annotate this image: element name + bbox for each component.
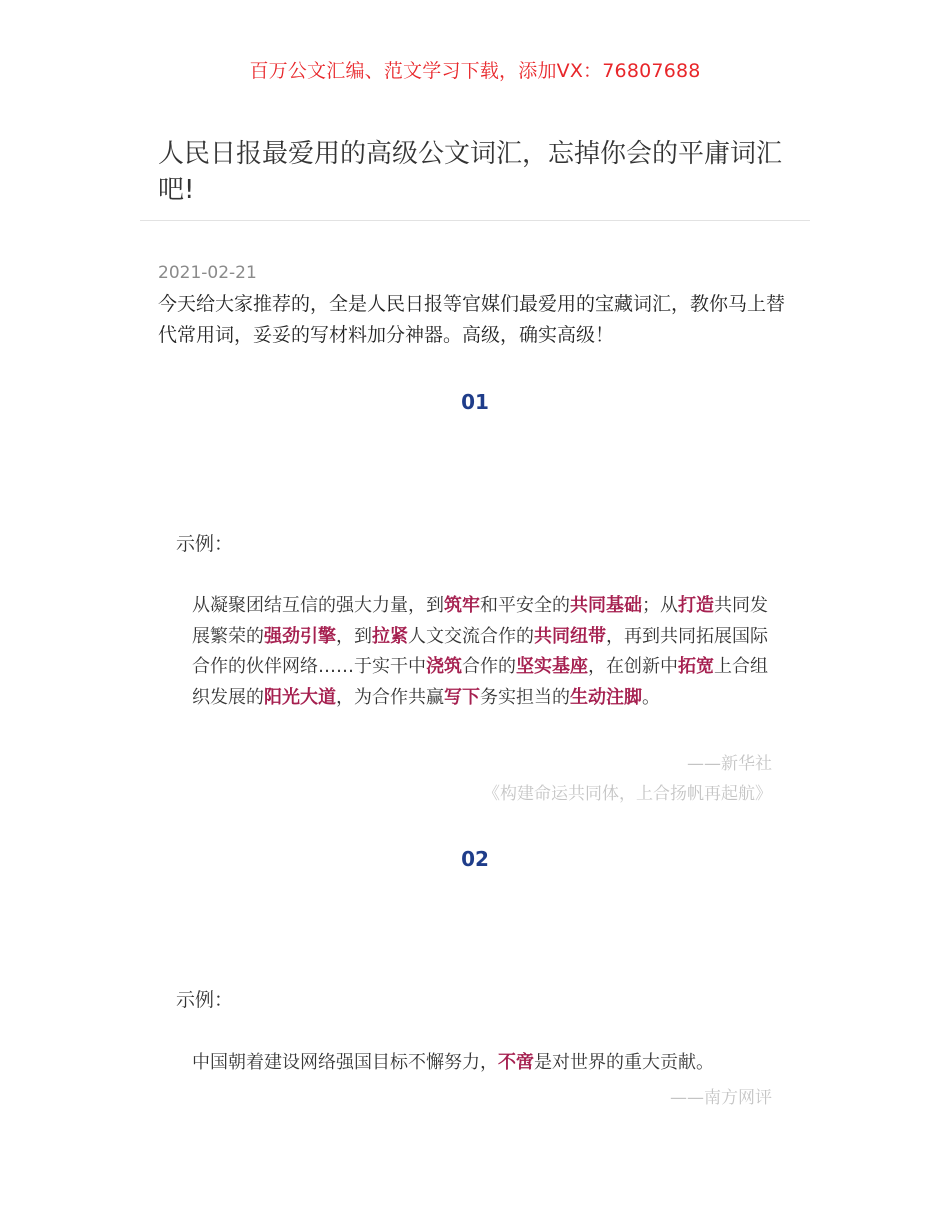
highlight-term: 打造 (678, 595, 714, 616)
quote-text: ，到 (336, 625, 372, 647)
highlight-term: 阳光大道 (264, 686, 336, 708)
section-number: 02 (461, 847, 489, 871)
quote-text: 共同发展繁荣的 (192, 595, 768, 647)
quote-source: ——新华社 (687, 754, 772, 774)
example-label: 示例： (176, 989, 234, 1011)
quote-text: 是对世界的重大贡献。 (534, 1052, 714, 1073)
quote-text: 从凝聚团结互信的强大力量，到 (192, 595, 444, 616)
quote-text: 上合组织发展的 (192, 656, 768, 708)
highlight-term: 写下 (444, 686, 480, 708)
highlight-term: 强劲引擎 (264, 625, 336, 647)
highlight-term: 共同基础 (570, 595, 642, 616)
highlight-term: 拓宽 (678, 656, 714, 677)
highlight-term: 筑牢 (444, 595, 480, 616)
highlight-term: 生动注脚 (570, 686, 642, 708)
quote-text: ，为合作共赢 (336, 686, 444, 708)
quote-text: 中国朝着建设网络强国目标不懈努力， (192, 1052, 498, 1073)
quote-text: 和平安全的 (480, 595, 570, 616)
promo-banner: 百万公文汇编、范文学习下载，添加VX：76807688 (249, 60, 701, 82)
article-title: 人民日报最爱用的高级公文词汇，忘掉你会的平庸词汇吧! (158, 139, 783, 205)
example-quote (192, 1048, 776, 1079)
article-intro: 今天给大家推荐的，全是人民日报等官媒们最爱用的宝藏词汇，教你马上替代常用词，妥妥的写材料加分神器。高级，确实高级！ (158, 293, 786, 346)
highlight-term: 拉紧 (372, 625, 408, 647)
quote-text: ；从 (642, 595, 678, 616)
quote-text: 务实担当的 (480, 686, 570, 708)
highlight-term: 不啻 (498, 1052, 534, 1073)
example-label: 示例： (176, 533, 234, 555)
quote-text: ，再到共同拓展国际合作的伙伴网络……于实干中 (192, 625, 768, 677)
section-number: 01 (461, 390, 489, 414)
quote-text: 。 (642, 686, 660, 708)
title-divider (140, 220, 810, 221)
highlight-term: 共同纽带 (534, 625, 606, 647)
article-date: 2021-02-21 (158, 263, 257, 283)
highlight-term: 浇筑 (426, 656, 462, 677)
quote-source: ——南方网评 (670, 1088, 772, 1108)
example-quote (192, 591, 776, 713)
quote-text: 人文交流合作的 (408, 625, 534, 647)
highlight-term: 坚实基座 (516, 656, 588, 677)
quote-text: ，在创新中 (588, 656, 678, 677)
quote-text: 合作的 (462, 656, 516, 677)
quote-source-title: 《构建命运共同体，上合扬帆再起航》 (483, 784, 772, 804)
